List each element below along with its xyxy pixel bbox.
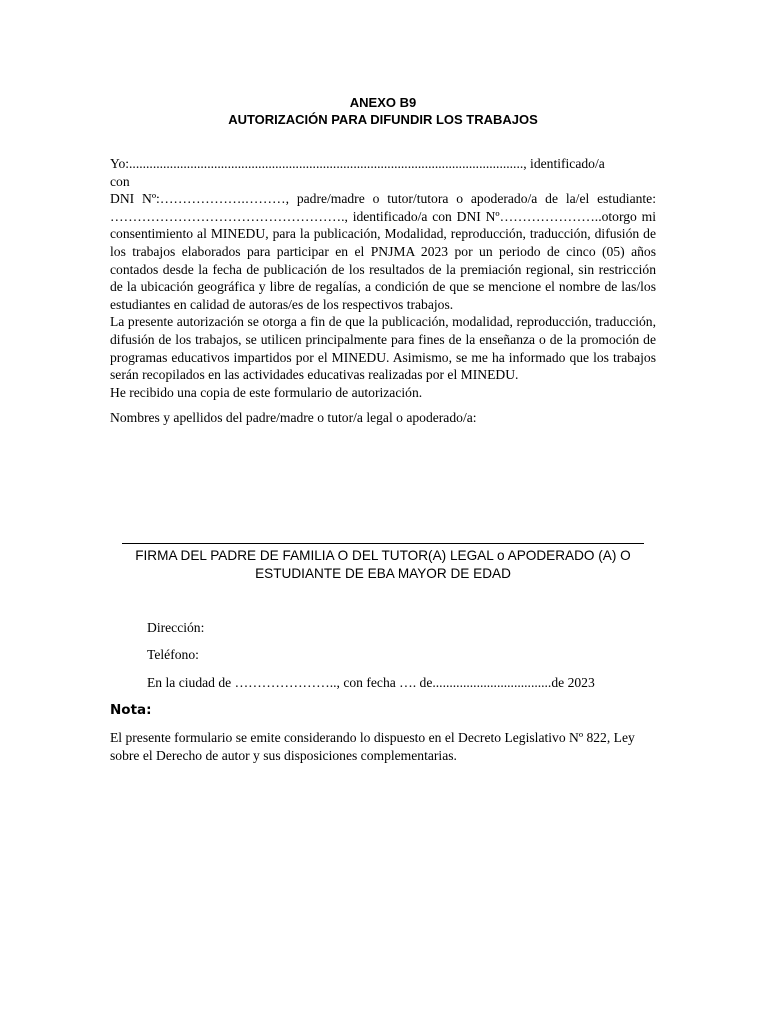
signature-caption-line-2: ESTUDIANTE DE EBA MAYOR DE EDAD	[255, 566, 511, 581]
purpose-paragraph: La presente autorización se otorga a fin de que la publicación, modalidad, reproducción, traducción, difusión de los trabajos, se utilicen principalmente para fines de la enseñanza o de la promoción de programas educativos impartidos por el MINEDU. Asimismo, se me ha informado que los trabajos serán recopilados en las actividades educativas realizadas por el MINEDU.	[110, 314, 656, 383]
annex-heading: ANEXO B9	[349, 95, 417, 110]
note-text: El presente formulario se emite considerando lo dispuesto en el Decreto Legislativo Nº 822, Ley sobre el Derecho de autor y sus disposiciones complementarias.	[110, 730, 635, 763]
yo-line: Yo:...................................................................................................................., identificado/a	[110, 156, 605, 171]
signature-caption-line-1: FIRMA DEL PADRE DE FAMILIA O DEL TUTOR(A) LEGAL o APODERADO (A) O	[135, 548, 631, 563]
city-date-line: En la ciudad de ………………….., con fecha …. de...................................de 2023	[147, 675, 595, 690]
address-label: Dirección:	[147, 620, 205, 635]
consent-paragraph: DNI Nº:……………….………, padre/madre o tutor/tutora o apoderado/a de la/el estudiante: ……………………………………………., identificado/a con DNI Nº…………………..otorgo mi consentimiento al MINEDU, para la publicación, Modalidad, reproducción, traducción, difusión de los trabajos elaborados para participar en el PNJMA 2023 por un periodo de cinco (05) años contados desde la fecha de publicación de los resultados de la premiación regional, sin restricción de la ubicación geográfica y libre de regalías, a condición de que se mencione el nombre de las/los estudiantes en calidad de autoras/es de los respectivos trabajos.	[110, 191, 656, 312]
names-label: Nombres y apellidos del padre/madre o tutor/a legal o apoderado/a:	[110, 410, 477, 426]
authorization-body	[110, 155, 656, 427]
signature-line	[122, 543, 644, 544]
document-title: AUTORIZACIÓN PARA DIFUNDIR LOS TRABAJOS	[228, 112, 538, 127]
con-line: con	[110, 173, 130, 189]
signature-caption	[110, 547, 656, 583]
copy-received-text: He recibido una copia de este formulario de autorización.	[110, 384, 423, 400]
phone-label: Teléfono:	[147, 647, 199, 662]
note-label: Nota:	[110, 702, 152, 718]
